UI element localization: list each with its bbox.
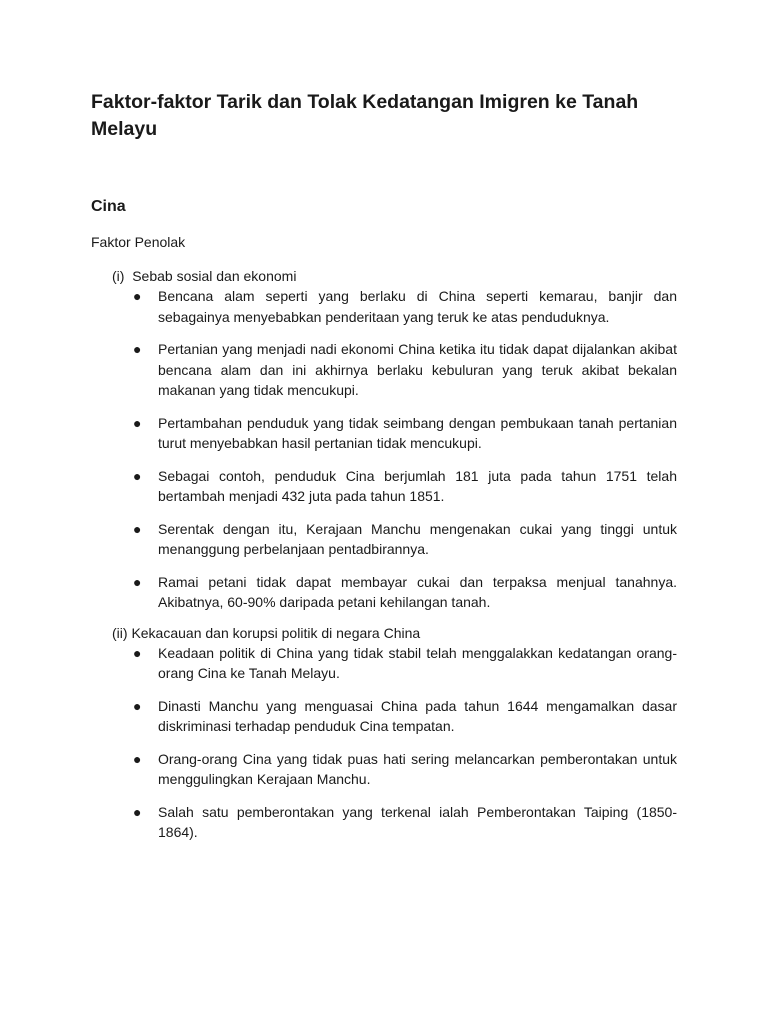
list-item: ● Sebagai contoh, penduduk Cina berjumlah 181 juta pada tahun 1751 telah bertambah menjadi 432 juta pada tahun 1851. xyxy=(133,467,677,504)
bullet-icon: ● xyxy=(133,341,142,357)
list-item: ● Salah satu pemberontakan yang terkenal ialah Pemberontakan Taiping (1850-1864). xyxy=(133,803,677,840)
point-title-1: Sebab sosial dan ekonomi xyxy=(132,268,297,284)
point-title-2: Kekacauan dan korupsi politik di negara China xyxy=(131,624,421,641)
subsection-heading: Faktor Penolak xyxy=(91,234,186,250)
list-item: ● Ramai petani tidak dapat membayar cukai dan terpaksa menjual tanahnya. Akibatnya, 60-90% daripada petani kehilangan tanah. xyxy=(133,573,677,610)
section-heading-cina: Cina xyxy=(91,198,126,215)
bullet-icon: ● xyxy=(133,803,142,820)
bullet-icon: ● xyxy=(133,467,142,484)
list-item: ● Keadaan politik di China yang tidak stabil telah menggalakkan kedatangan orang-orang Cina ke Tanah Melayu. xyxy=(133,644,677,681)
point-number-1: (i) xyxy=(112,268,125,284)
bullet-icon: ● xyxy=(133,414,142,431)
list-item: ● Bencana alam seperti yang berlaku di China seperti kemarau, banjir dan sebagainya menyebabkan penderitaan yang teruk ke atas penduduknya. xyxy=(133,288,677,325)
bullet-icon: ● xyxy=(133,697,142,714)
bullet-icon: ● xyxy=(133,750,142,767)
bullet-icon: ● xyxy=(133,520,142,537)
bullet-icon: ● xyxy=(133,644,142,661)
point-heading-1 xyxy=(91,266,677,286)
document-title: Faktor-faktor Tarik dan Tolak Kedatangan Imigren ke Tanah Melayu xyxy=(91,91,639,140)
list-item: ● Orang-orang Cina yang tidak puas hati sering melancarkan pemberontakan untuk menggulingkan Kerajaan Manchu. xyxy=(133,750,677,787)
bullet-list-2 xyxy=(91,643,677,843)
bullet-icon: ● xyxy=(133,288,142,304)
point-heading-2 xyxy=(91,623,677,643)
bullet-list-1 xyxy=(91,286,677,613)
list-item: ● Serentak dengan itu, Kerajaan Manchu mengenakan cukai yang tinggi untuk menanggung perbelanjaan pentadbirannya. xyxy=(133,520,677,557)
list-item: ● Pertambahan penduduk yang tidak seimbang dengan pembukaan tanah pertanian turut menyebabkan hasil pertanian tidak mencukupi. xyxy=(133,414,677,451)
point-number-2: (ii) xyxy=(112,624,128,641)
list-item: ● Pertanian yang menjadi nadi ekonomi China ketika itu tidak dapat dijalankan akibat bencana alam dan ini akhirnya berlaku kebuluran yang teruk akibat bekalan makanan yang tidak mencukupi. xyxy=(133,341,677,398)
list-item: ● Dinasti Manchu yang menguasai China pada tahun 1644 mengamalkan dasar diskriminasi terhadap penduduk Cina tempatan. xyxy=(133,697,677,734)
bullet-icon: ● xyxy=(133,573,142,590)
